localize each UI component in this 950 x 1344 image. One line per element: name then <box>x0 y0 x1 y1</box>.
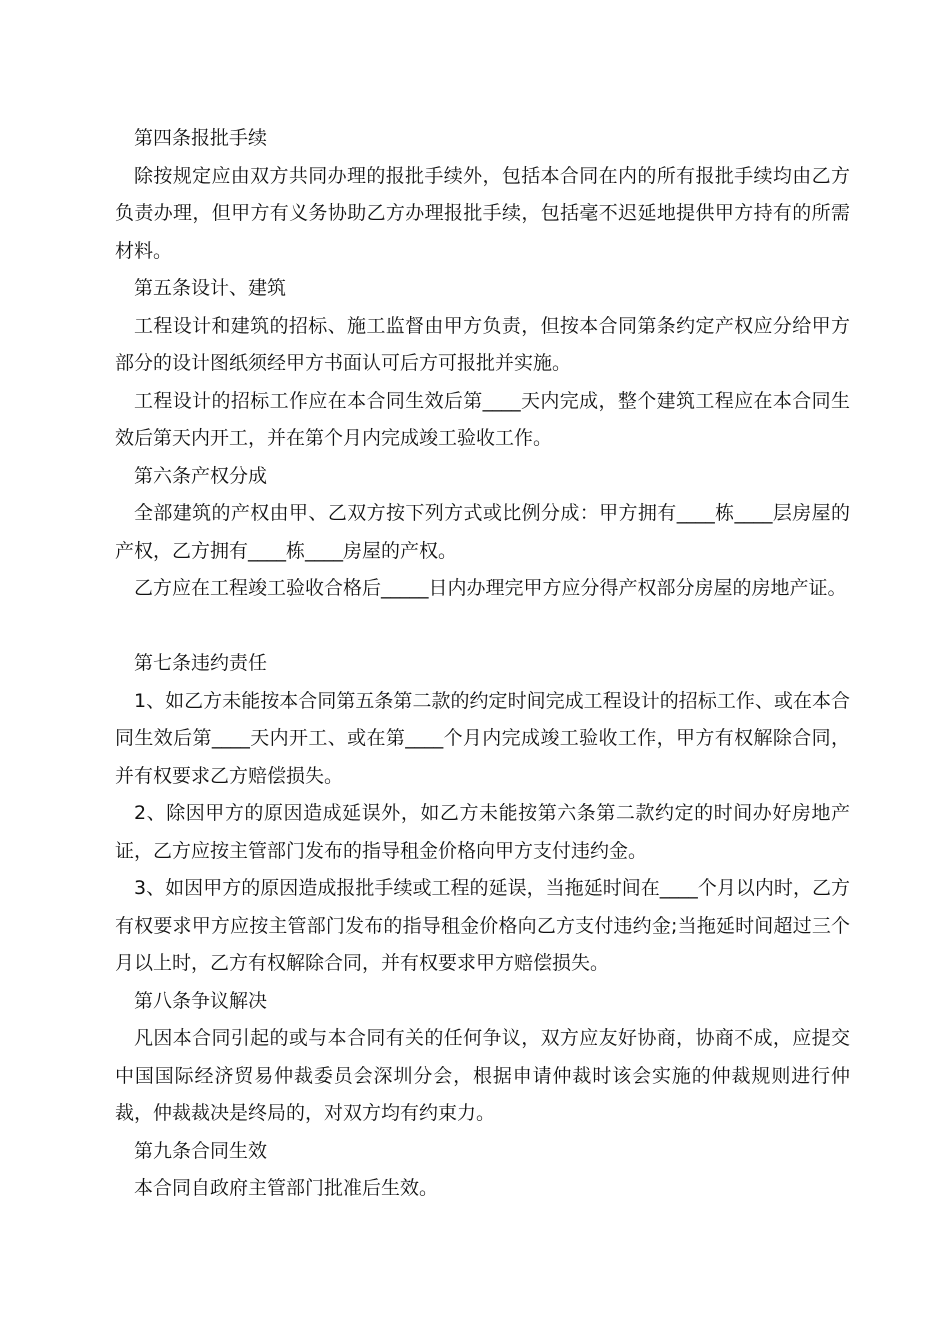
blank-line <box>115 608 850 646</box>
section-heading-4: 第四条报批手续 <box>134 127 268 149</box>
section-7-paragraph-1: 1、如乙方未能按本合同第五条第二款的约定时间完成工程设计的招标工作、或在本合同生效后第____天内开工、或在第____个月内完成竣工验收工作，甲方有权解除合同，并有权要求乙方赔偿损失。 <box>115 689 850 787</box>
section-6-paragraph-1: 全部建筑的产权由甲、乙双方按下列方式或比例分成：甲方拥有____栋____层房屋的产权，乙方拥有____栋____房屋的产权。 <box>115 502 850 562</box>
section-7-paragraph-3: 3、如因甲方的原因造成报批手续或工程的延误，当拖延时间在____个月以内时，乙方有权要求甲方应按主管部门发布的指导租金价格向乙方支付违约金;当拖延时间超过三个月以上时，乙方有权解除合同，并有权要求甲方赔偿损失。 <box>115 877 850 974</box>
section-7-paragraph-2: 2、除因甲方的原因造成延误外，如乙方未能按第六条第二款约定的时间办好房地产证，乙方应按主管部门发布的指导租金价格向甲方支付违约金。 <box>115 802 850 862</box>
section-8-paragraph-1: 凡因本合同引起的或与本合同有关的任何争议，双方应友好协商，协商不成，应提交中国国际经济贸易仲裁委员会深圳分会，根据申请仲裁时该会实施的仲裁规则进行仲裁，仲裁裁决是终局的，对双方均有约束力。 <box>115 1027 850 1124</box>
section-9-paragraph-1: 本合同自政府主管部门批准后生效。 <box>134 1177 439 1199</box>
section-heading-6: 第六条产权分成 <box>134 464 268 487</box>
section-5-paragraph-2: 工程设计的招标工作应在本合同生效后第____天内完成，整个建筑工程应在本合同生效后第天内开工，并在第个月内完成竣工验收工作。 <box>115 389 850 449</box>
section-heading-9: 第九条合同生效 <box>134 1139 268 1162</box>
section-6-paragraph-2: 乙方应在工程竣工验收合格后_____日内办理完甲方应分得产权部分房屋的房地产证。 <box>134 577 847 599</box>
section-4-paragraph-1: 除按规定应由双方共同办理的报批手续外，包括本合同在内的所有报批手续均由乙方负责办理，但甲方有义务协助乙方办理报批手续，包括毫不迟延地提供甲方持有的所需材料。 <box>115 164 850 262</box>
section-5-paragraph-1: 工程设计和建筑的招标、施工监督由甲方负责，但按本合同第条约定产权应分给甲方部分的设计图纸须经甲方书面认可后方可报批并实施。 <box>115 314 850 374</box>
section-heading-5: 第五条设计、建筑 <box>134 277 287 299</box>
section-heading-8: 第八条争议解决 <box>134 989 268 1012</box>
section-heading-7: 第七条违约责任 <box>134 652 268 674</box>
contract-page <box>115 120 850 1208</box>
